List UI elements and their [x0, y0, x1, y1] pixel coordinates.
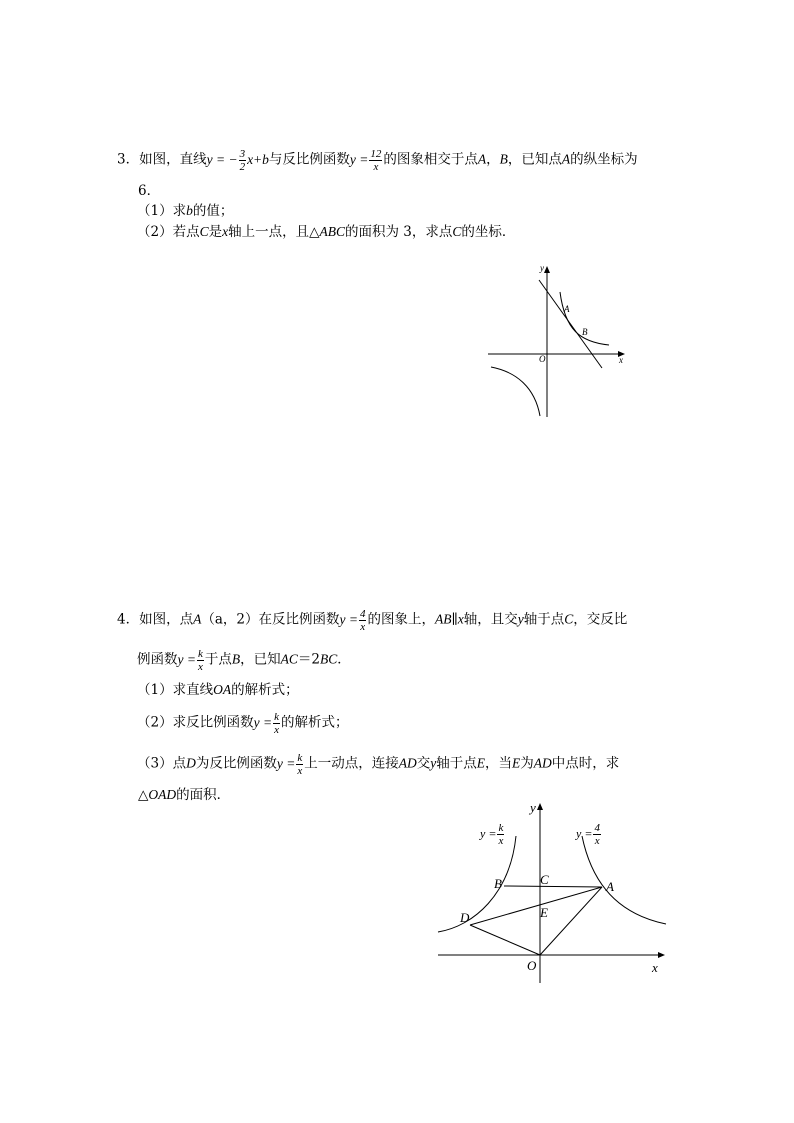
q4-label-b: B: [494, 876, 502, 891]
q4-number: 4．: [117, 611, 140, 628]
q3-line-2: 6．: [138, 183, 161, 199]
q4-label-o: O: [527, 958, 537, 973]
q4-segment-ad: [470, 887, 602, 925]
q3-label-y: y: [540, 263, 544, 273]
q4-line-1: 4．如图，点A（a，2）在反比例函数y = $\frac{4}{x}$ 的图象上，AB∥x轴，且交y轴于点C，交反比: [117, 608, 628, 633]
q4-hyperbola-right: [582, 836, 666, 924]
q4-y-arrow: [537, 803, 543, 810]
q4-label-e: E: [540, 905, 548, 920]
q4-figure: [434, 798, 670, 988]
q4-subquestion-1: （1）求直线OA的解析式；: [137, 682, 299, 698]
q3-label-x: x: [619, 355, 623, 365]
q3-label-b: B: [582, 327, 588, 337]
q3-line-eq: y = − $\frac{3}{2}$ x+b: [206, 148, 269, 173]
q3-figure: [485, 260, 630, 420]
q4-label-x: x: [652, 960, 658, 975]
q3-subquestion-1: （1）求b的值；: [137, 203, 234, 219]
q4-label-c: C: [540, 872, 549, 887]
q4-subquestion-3-cont: △OAD的面积．: [138, 787, 231, 803]
q3-hyperbola-right: [560, 292, 609, 345]
q3-hyperbola-left: [491, 367, 540, 416]
q4-right-curve-label: y = $\frac{4}{x}$: [576, 822, 600, 847]
q3-subquestion-2: （2）若点C是x轴上一点，且△ABC的面积为 3，求点C的坐标．: [137, 224, 516, 240]
q4-segment-ba: [504, 886, 602, 887]
q3-number: 3．: [117, 151, 140, 168]
q3-line: [539, 280, 602, 368]
q4-subquestion-3: （3）点D为反比例函数y = $\frac{k}{x}$ 上一动点，连接AD交y轴于点E，当E为AD中点时，求: [137, 752, 620, 777]
q4-segment-oa: [540, 887, 602, 955]
q4-label-d: D: [460, 910, 470, 925]
q4-x-arrow: [658, 952, 665, 958]
q4-label-a: A: [606, 879, 614, 894]
q3-line-1: 3．如图，直线y = − $\frac{3}{2}$ x+b与反比例函数y = $\frac{12}{x}$ 的图象相交于点A，B，已知点A的纵坐标为: [117, 148, 638, 173]
q4-label-y: y: [530, 800, 536, 815]
q4-left-curve-label: y = $\frac{k}{x}$: [480, 822, 504, 847]
q3-hyperbola-eq: y = $\frac{12}{x}$: [349, 148, 382, 173]
q4-subquestion-2: （2）求反比例函数y = $\frac{k}{x}$ 的解析式；: [137, 711, 349, 736]
q4-segment-od: [470, 925, 540, 955]
q3-label-o: O: [539, 354, 546, 364]
q3-label-a: A: [564, 304, 570, 314]
q4-line-2: 例函数y = $\frac{k}{x}$ 于点B，已知AC＝2BC．: [137, 648, 351, 673]
q4-hyperbola-eq: y = $\frac{4}{x}$: [339, 608, 366, 633]
q3-y-arrow: [544, 266, 550, 273]
q4-hyperbola-left: [438, 836, 516, 932]
